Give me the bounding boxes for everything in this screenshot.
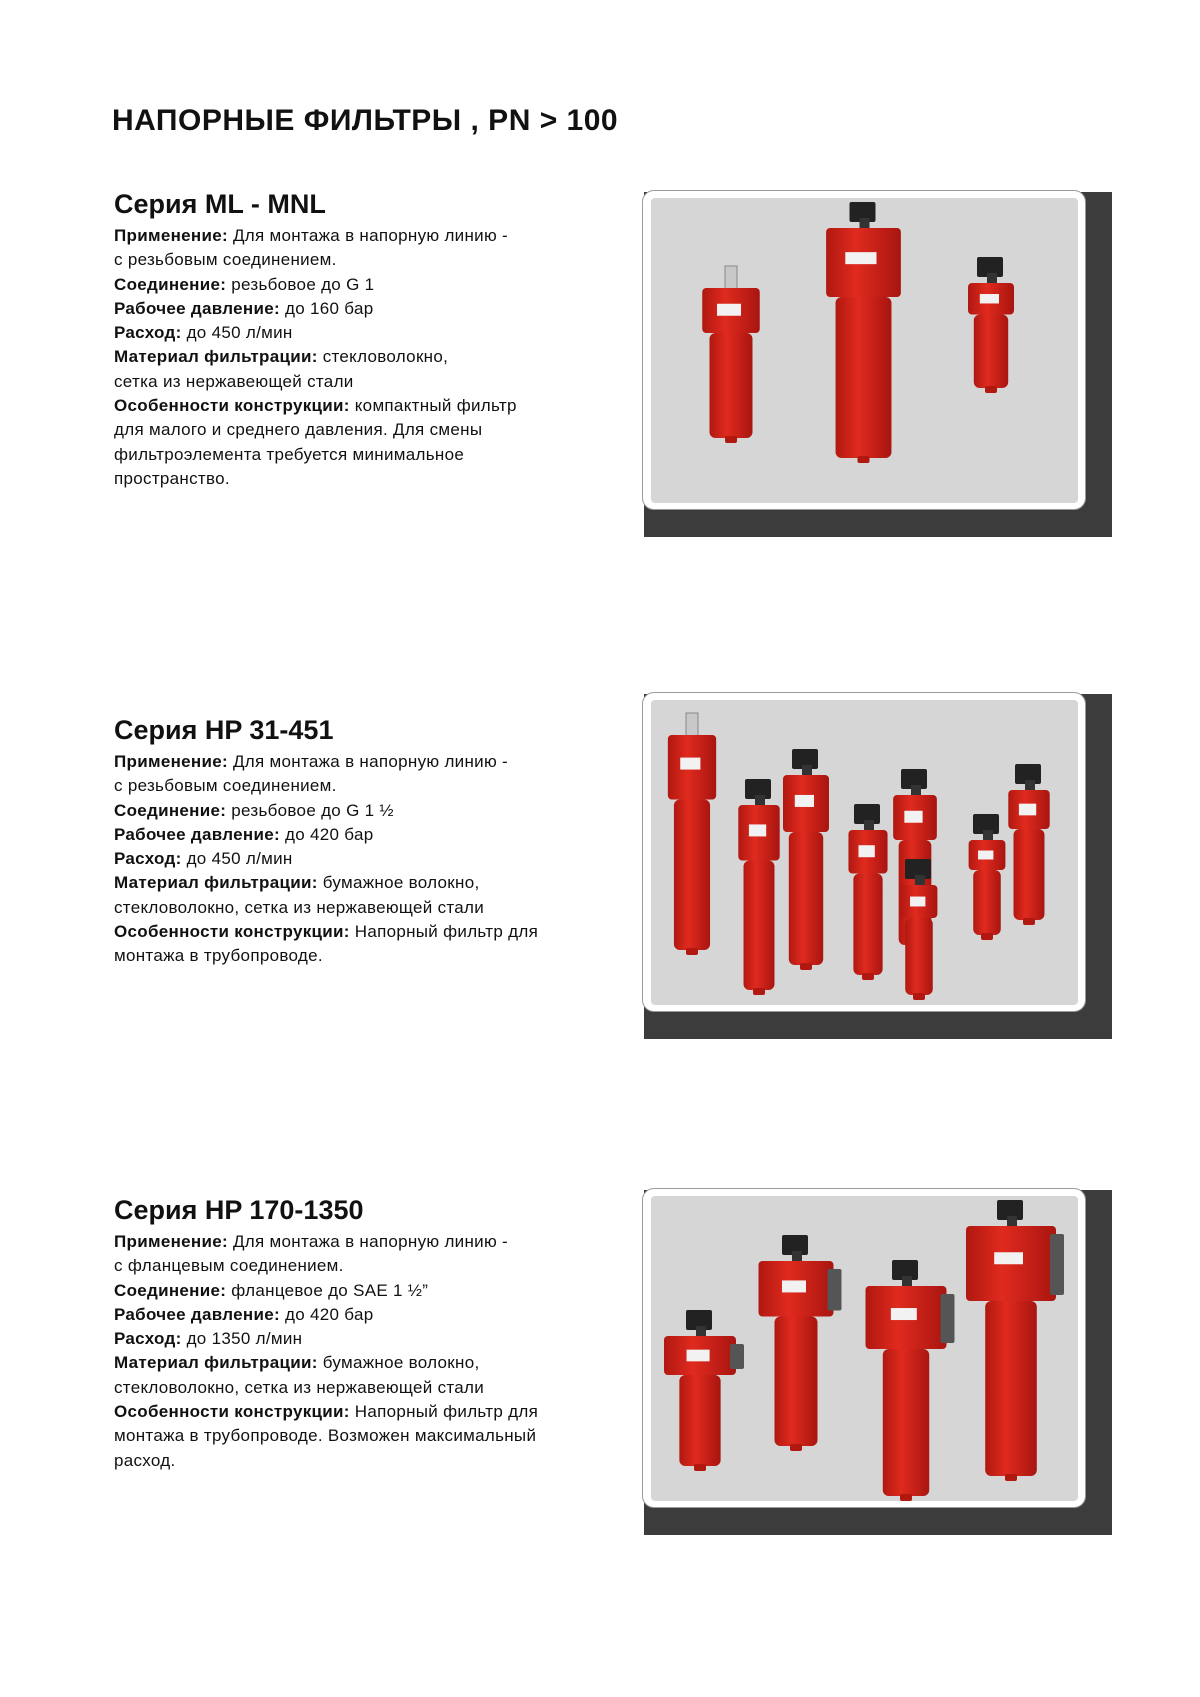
drain-plug [800, 963, 812, 970]
spec-label: Материал фильтрации: [114, 347, 318, 367]
product-photo-panel [642, 190, 1112, 537]
spec-line [114, 750, 634, 774]
spec-line [114, 847, 634, 871]
filter-bowl [853, 874, 882, 976]
spec-label: Расход: [114, 1329, 182, 1349]
drain-plug [981, 933, 993, 940]
spec-label: Расход: [114, 849, 182, 869]
nameplate [795, 795, 814, 807]
nameplate [904, 811, 922, 823]
spec-value: резьбовое до G 1 [226, 274, 375, 294]
spec-value: сетка из нержавеющей стали [114, 371, 354, 391]
filter-bowl [836, 297, 892, 458]
flange [941, 1294, 955, 1343]
spec-value: фильтроэлемента требуется минимальное [114, 444, 465, 464]
spec-line [114, 1254, 634, 1278]
series-heading: Серия HP 170-1350 [114, 1195, 364, 1225]
series-heading: Серия HP 31-451 [114, 715, 334, 745]
spec-value: стекловолокно, [317, 347, 449, 367]
series-section-ml-mnl [114, 188, 634, 491]
nameplate [845, 252, 876, 264]
flange [828, 1269, 842, 1311]
drain-plug [985, 386, 997, 393]
spec-value: с резьбовым соединением. [114, 250, 337, 270]
spec-value: стекловолокно, сетка из нержавеющей стали [114, 1377, 485, 1397]
spec-value: до 450 л/мин [181, 323, 293, 343]
filter-bowl [710, 333, 753, 438]
filter-bowl [679, 1375, 720, 1466]
spec-value: резьбовое до G 1 ½ [226, 800, 394, 820]
spec-value: Для монтажа в напорную линию - [227, 226, 508, 245]
filter-housing-icon [969, 814, 1006, 940]
filters-illustration [651, 198, 1078, 503]
spec-value: до 420 бар [279, 824, 374, 844]
spec-line [114, 1279, 634, 1303]
drain-plug [694, 1464, 706, 1471]
drain-plug [900, 1494, 912, 1501]
nameplate [980, 294, 999, 303]
nameplate [717, 304, 741, 316]
spec-line [114, 297, 634, 321]
spec-line [114, 1327, 634, 1351]
spec-line [114, 370, 634, 394]
filter-bowl [1014, 829, 1045, 920]
photo-frame [642, 692, 1086, 1012]
spec-line [114, 896, 634, 920]
filter-housing-icon [966, 1200, 1064, 1481]
spec-line [114, 345, 634, 369]
flange [730, 1344, 744, 1369]
filter-housing-icon [783, 749, 829, 970]
filter-bowl [789, 832, 823, 965]
spec-label: Особенности конструкции: [114, 396, 350, 416]
spec-label: Соединение: [114, 1280, 227, 1300]
drain-plug [913, 993, 925, 1000]
nameplate [782, 1280, 806, 1292]
product-photo [651, 700, 1078, 1005]
spec-line [114, 1303, 634, 1327]
nameplate [910, 897, 925, 907]
spec-label: Материал фильтрации: [114, 873, 318, 893]
spec-line [114, 823, 634, 847]
spec-line [114, 321, 634, 345]
spec-label: Применение: [114, 226, 228, 245]
filter-housing-icon [826, 202, 901, 463]
spec-line [114, 273, 634, 297]
spec-value: для малого и среднего давления. Для смены [114, 420, 483, 440]
flange [1050, 1234, 1064, 1295]
spec-line [114, 1400, 634, 1424]
product-photo-panel [642, 692, 1112, 1039]
filter-bowl [883, 1349, 929, 1496]
spec-value: расход. [114, 1450, 176, 1470]
pressure-indicator [686, 713, 698, 737]
drain-plug [725, 436, 737, 443]
spec-label: Особенности конструкции: [114, 922, 350, 942]
spec-line [114, 1351, 634, 1375]
spec-value: до 450 л/мин [181, 849, 293, 869]
spec-line [114, 467, 634, 491]
spec-value: компактный фильтр [349, 396, 517, 416]
filter-housing-icon [866, 1260, 955, 1501]
spec-line [114, 1230, 634, 1254]
spec-line [114, 920, 634, 944]
spec-label: Соединение: [114, 274, 227, 294]
spec-value: до 160 бар [279, 298, 374, 318]
spec-line [114, 443, 634, 467]
spec-label: Рабочее давление: [114, 824, 280, 844]
spec-label: Особенности конструкции: [114, 1402, 350, 1422]
filter-bowl [905, 918, 933, 995]
spec-value: Для монтажа в напорную линию - [227, 752, 508, 771]
drain-plug [1005, 1474, 1017, 1481]
spec-line [114, 1424, 634, 1448]
drain-plug [753, 988, 765, 995]
nameplate [687, 1350, 710, 1362]
filter-housing-icon [738, 779, 779, 995]
nameplate [680, 758, 700, 770]
drain-plug [686, 948, 698, 955]
filter-housing-icon [968, 257, 1014, 393]
filter-bowl [674, 800, 710, 951]
spec-line [114, 224, 634, 248]
spec-value: до 1350 л/мин [181, 1329, 303, 1349]
spec-line [114, 871, 634, 895]
spec-list [114, 224, 634, 491]
filters-illustration [651, 1196, 1078, 1501]
spec-list [114, 750, 634, 969]
page-title: НАПОРНЫЕ ФИЛЬТРЫ , PN > 100 [112, 104, 619, 137]
series-section-hp-170-1350 [114, 1194, 634, 1473]
spec-line [114, 799, 634, 823]
filter-housing-icon [664, 1310, 744, 1471]
spec-line [114, 394, 634, 418]
filter-bowl [974, 315, 1008, 389]
drain-plug [1023, 918, 1035, 925]
spec-label: Рабочее давление: [114, 1304, 280, 1324]
drain-plug [858, 456, 870, 463]
spec-line [114, 248, 634, 272]
filter-housing-icon [1008, 764, 1049, 925]
drain-plug [790, 1444, 802, 1451]
filter-housing-icon [668, 713, 716, 955]
filter-housing-icon [759, 1235, 842, 1451]
nameplate [891, 1308, 917, 1320]
spec-label: Применение: [114, 1232, 228, 1251]
product-photo [651, 1196, 1078, 1501]
spec-value: фланцевое до SAE 1 ½” [226, 1280, 429, 1300]
spec-line [114, 944, 634, 968]
spec-label: Рабочее давление: [114, 298, 280, 318]
nameplate [858, 845, 874, 857]
product-photo [651, 198, 1078, 503]
spec-value: с фланцевым соединением. [114, 1256, 344, 1276]
drain-plug [862, 973, 874, 980]
spec-label: Расход: [114, 323, 182, 343]
photo-frame [642, 1188, 1086, 1508]
spec-value: пространство. [114, 468, 230, 488]
photo-frame [642, 190, 1086, 510]
series-heading: Серия ML - MNL [114, 189, 326, 219]
spec-line [114, 774, 634, 798]
spec-value: Для монтажа в напорную линию - [227, 1232, 508, 1251]
nameplate [1019, 804, 1036, 816]
spec-value: бумажное волокно, [317, 873, 480, 893]
product-photo-panel [642, 1188, 1112, 1535]
filter-bowl [973, 870, 1001, 935]
filter-bowl [985, 1301, 1037, 1476]
filter-housing-icon [702, 266, 760, 443]
filters-illustration [651, 700, 1078, 1005]
nameplate [749, 824, 766, 836]
spec-label: Материал фильтрации: [114, 1353, 318, 1373]
spec-label: Применение: [114, 752, 228, 771]
spec-value: Напорный фильтр для [349, 1402, 539, 1422]
spec-line [114, 418, 634, 442]
spec-value: монтажа в трубопроводе. [114, 946, 323, 966]
spec-value: Напорный фильтр для [349, 922, 539, 942]
spec-list [114, 1230, 634, 1473]
spec-value: с резьбовым соединением. [114, 776, 337, 796]
pressure-indicator [725, 266, 737, 290]
spec-value: до 420 бар [279, 1304, 374, 1324]
series-section-hp-31-451 [114, 714, 634, 969]
nameplate [994, 1252, 1023, 1264]
filter-bowl [744, 861, 775, 991]
spec-line [114, 1376, 634, 1400]
nameplate [978, 851, 993, 860]
spec-value: бумажное волокно, [317, 1353, 480, 1373]
filter-bowl [775, 1317, 818, 1447]
filter-housing-icon [848, 804, 887, 980]
spec-value: стекловолокно, сетка из нержавеющей стали [114, 897, 485, 917]
spec-value: монтажа в трубопроводе. Возможен максимальный [114, 1426, 537, 1446]
spec-label: Соединение: [114, 800, 227, 820]
spec-line [114, 1449, 634, 1473]
